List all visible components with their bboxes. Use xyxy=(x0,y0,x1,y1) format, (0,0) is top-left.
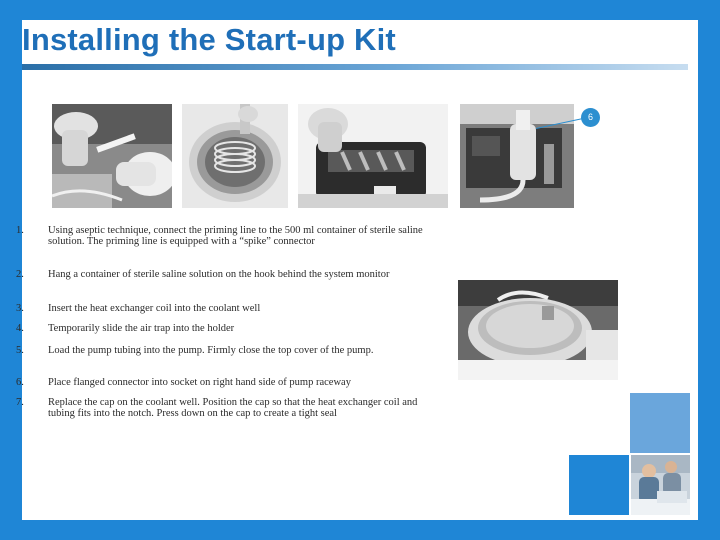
step-text: Place flanged connector into socket on right hand side of pump raceway xyxy=(48,377,351,388)
step-number: 7. xyxy=(16,397,24,408)
photo-clinical-team xyxy=(631,455,690,515)
step-number: 4. xyxy=(16,323,24,334)
step-text: Temporarily slide the air trap into the holder xyxy=(48,323,235,334)
slide-title: Installing the Start-up Kit xyxy=(22,22,396,57)
step-text: Load the pump tubing into the pump. Firmly close the top cover of the pump. xyxy=(48,345,374,356)
step-number: 2. xyxy=(16,269,24,280)
photo-flanged-connector xyxy=(460,104,574,208)
decorative-square-light xyxy=(630,393,690,453)
photo-coolant-well xyxy=(182,104,288,208)
step-text: Insert the heat exchanger coil into the coolant well xyxy=(48,303,261,314)
step-text: Replace the cap on the coolant well. Position the cap so that the heat exchanger coil and tubing fits into the notch. Press down on the cap to create a tight seal xyxy=(48,397,418,419)
step-number: 5. xyxy=(16,345,24,356)
step-number: 1. xyxy=(16,225,24,236)
photo-coolant-cap xyxy=(458,280,618,380)
step-text: Using aseptic technique, connect the priming line to the 500 ml container of sterile saline solution. The priming line is equipped with a “spike” connector xyxy=(48,225,423,247)
title-underline xyxy=(22,64,688,70)
decorative-square-dark xyxy=(569,455,629,515)
step-number: 6. xyxy=(16,377,24,388)
callout-number-badge: 6 xyxy=(581,108,600,127)
step-text: Hang a container of sterile saline solution on the hook behind the system monitor xyxy=(48,269,390,280)
photo-priming-line xyxy=(52,104,172,208)
step-number: 3. xyxy=(16,303,24,314)
photo-pump-tubing xyxy=(298,104,448,208)
